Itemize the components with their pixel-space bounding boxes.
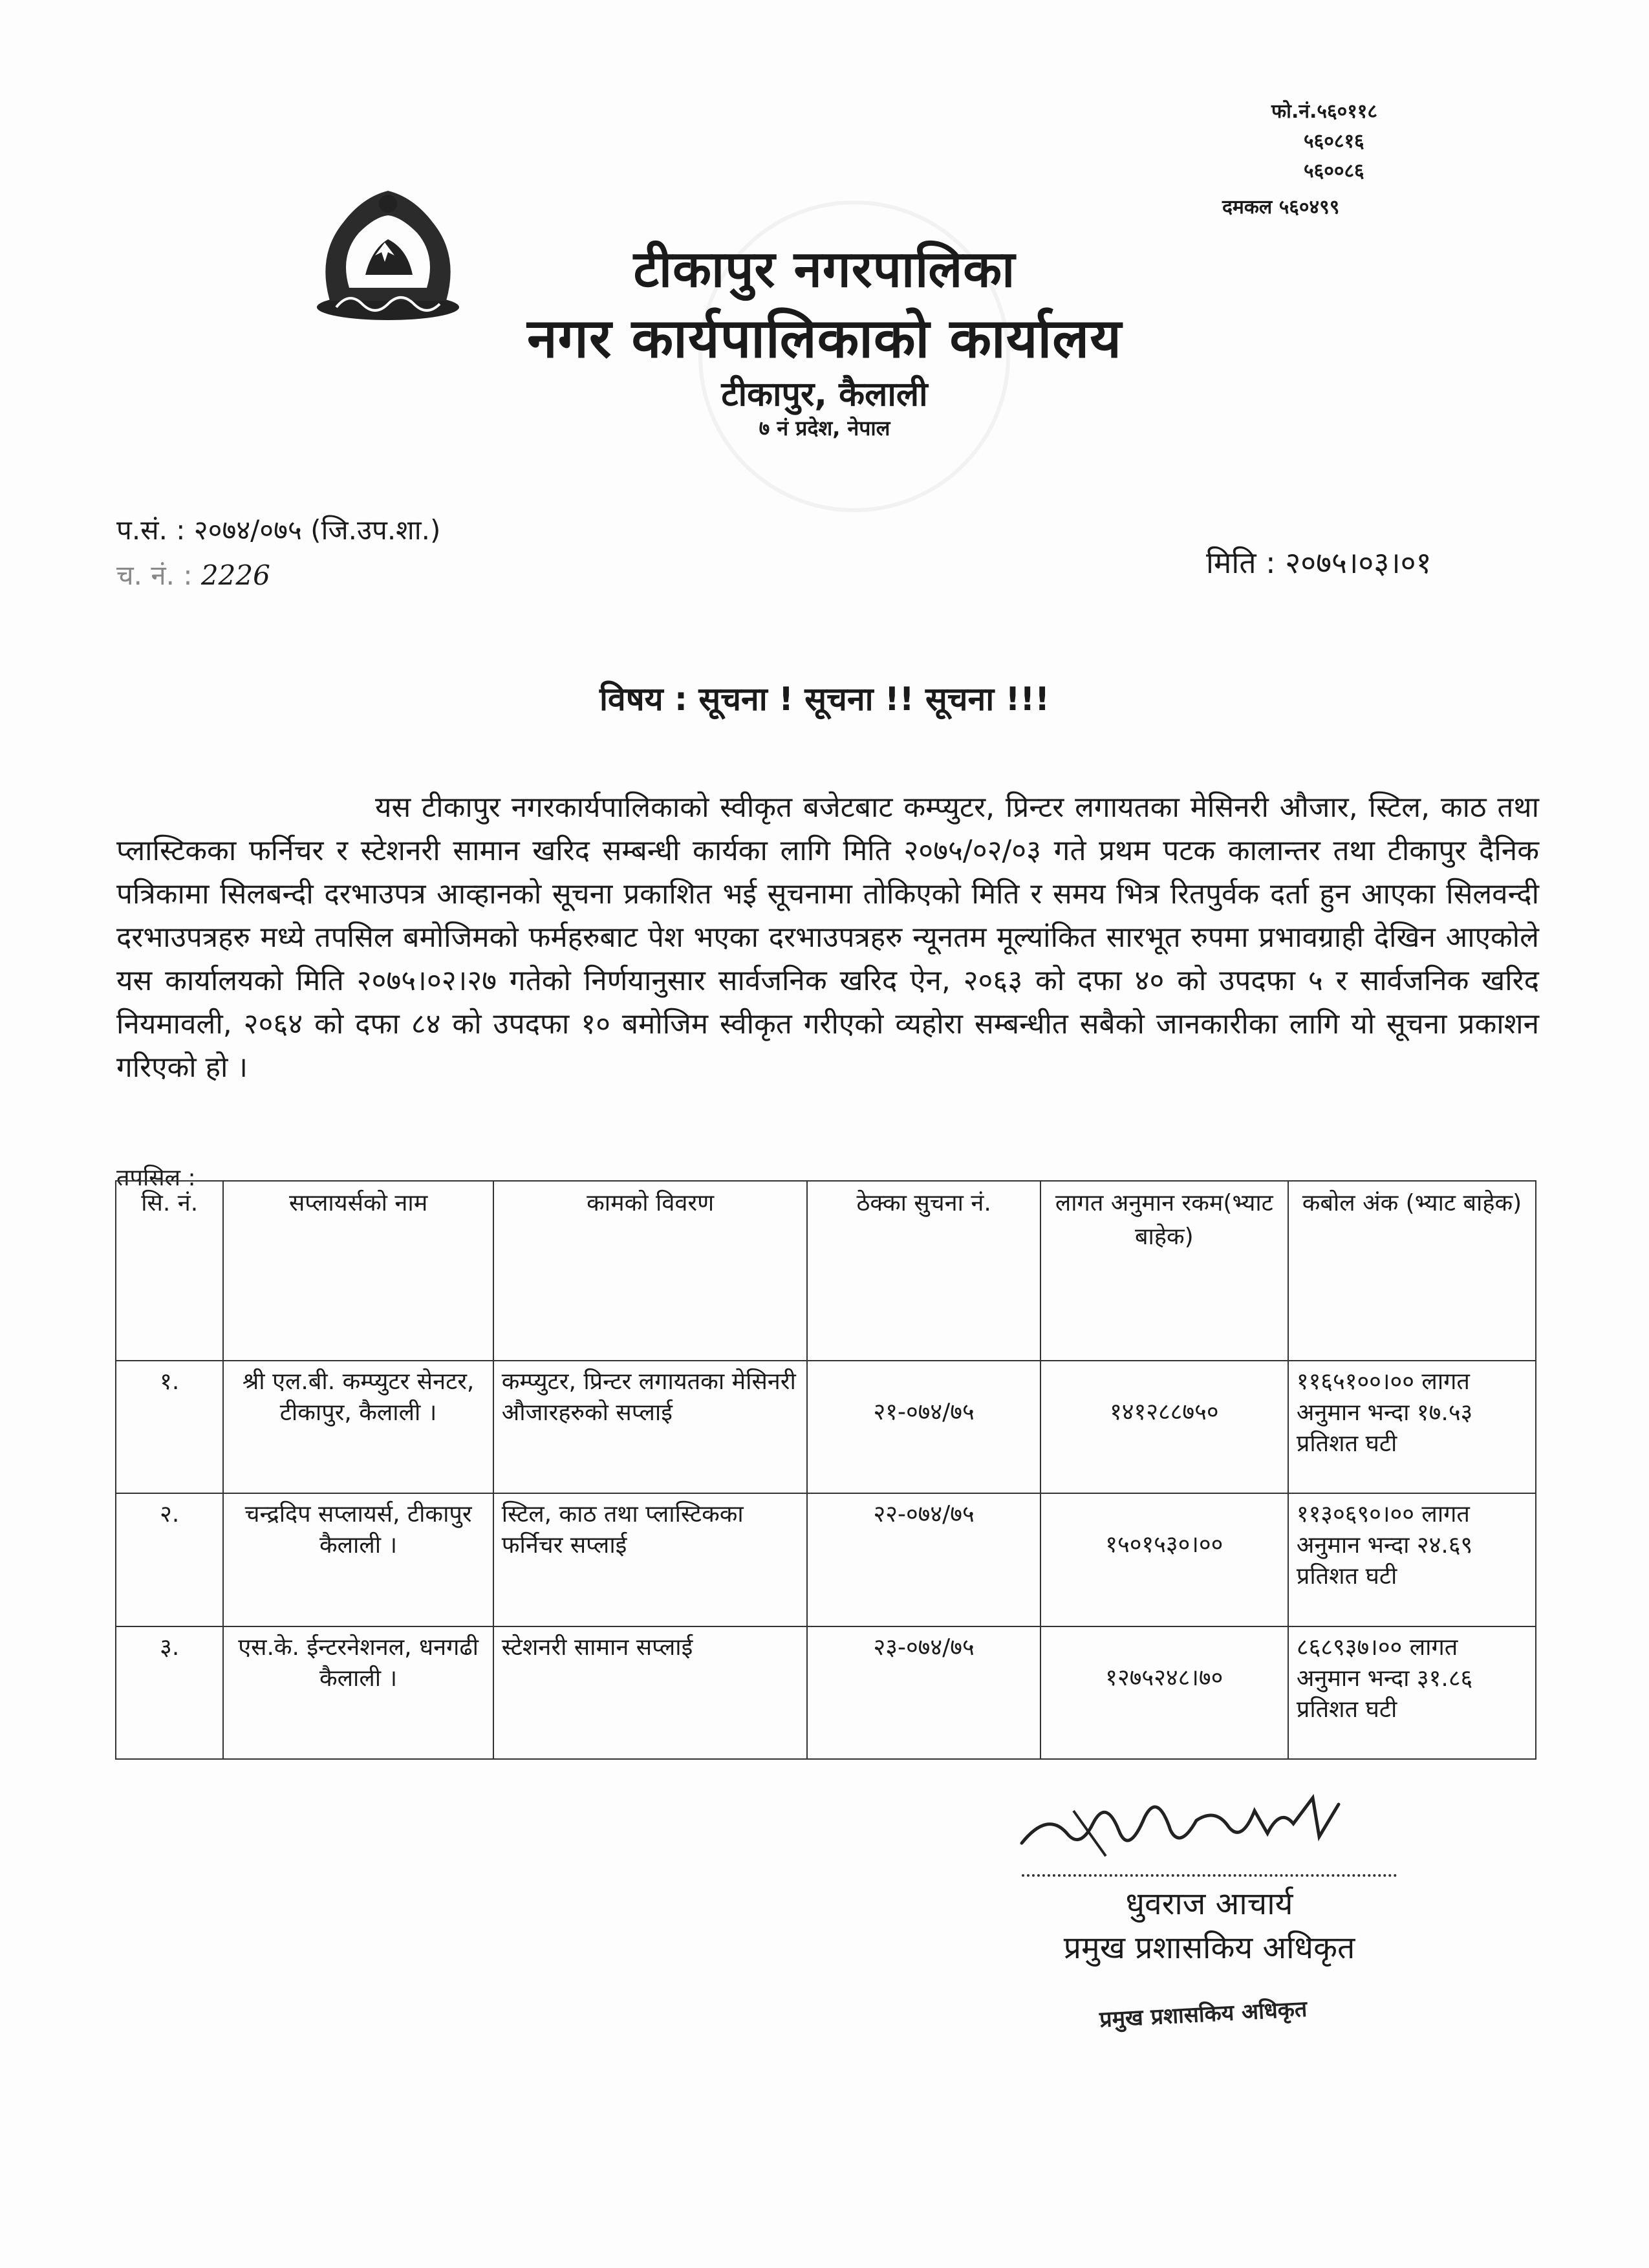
- subject-line: विषय : सूचना ! सूचना !! सूचना !!!: [599, 680, 1050, 718]
- office-name: नगर कार्यपालिकाको कार्यालय: [527, 307, 1122, 370]
- phone-number-3: ५६००८६: [1304, 160, 1364, 182]
- fire-number: दमकल ५६०४९९: [1222, 196, 1340, 219]
- cell-cost-estimate: १४१२८८७५०: [1040, 1361, 1288, 1493]
- cell-notice-no: २१-०७४/७५: [807, 1361, 1040, 1493]
- chalan-value: 2226: [200, 559, 270, 591]
- cell-bid-amount: ११३०६९०।०० लागत अनुमान भन्दा २४.६९ प्रतिशत घटी: [1288, 1493, 1536, 1626]
- cell-supplier: श्री एल.बी. कम्प्युटर सेनटर, टीकापुर, कैलाली ।: [223, 1361, 493, 1493]
- signer-name: धुवराज आचार्य: [1125, 1886, 1293, 1922]
- cell-notice-no: २२-०७४/७५: [807, 1493, 1040, 1626]
- header-cost-estimate: लागत अनुमान रकम(भ्याट बाहेक): [1040, 1181, 1288, 1361]
- tapasil-label: तपसिल :: [116, 1165, 196, 1191]
- header-bid-amount: कबोल अंक (भ्याट बाहेक): [1288, 1181, 1536, 1361]
- cell-bid-amount: ११६५१००।०० लागत अनुमान भन्दा १७.५३ प्रतिशत घटी: [1288, 1361, 1536, 1493]
- phone-number-2: ५६०८१६: [1304, 130, 1364, 153]
- patra-sankhya: प.सं. : २०७४/०७५ (जि.उप.शा.): [116, 514, 441, 546]
- cell-supplier: चन्द्रदिप सप्लायर्स, टीकापुर कैलाली ।: [223, 1493, 493, 1626]
- chalan-label: च. नं. :: [116, 559, 193, 591]
- header-serial: सि. नं.: [116, 1181, 223, 1361]
- cell-serial: २.: [116, 1493, 223, 1626]
- phone-number-1: ५६०११८: [1317, 100, 1377, 123]
- header-notice-no: ठेक्का सुचना नं.: [807, 1181, 1040, 1361]
- table-header-row: [116, 1181, 1536, 1361]
- cell-supplier: एस.के. ईन्टरनेशनल, धनगढी कैलाली ।: [223, 1626, 493, 1759]
- office-location: टीकापुर, कैलाली: [721, 375, 928, 414]
- table-row: [116, 1626, 1536, 1759]
- notice-body: [116, 786, 1539, 1089]
- signatory: [1022, 1882, 1397, 1970]
- cell-work: स्टिल, काठ तथा प्लास्टिकका फर्निचर सप्लाई: [493, 1493, 808, 1626]
- cell-work: स्टेशनरी सामान सप्लाई: [493, 1626, 808, 1759]
- signature-line: [1022, 1874, 1397, 1877]
- municipality-name: टीकापुर नगरपालिका: [633, 241, 1016, 299]
- cell-bid-amount: ८६८९३७।०० लागत अनुमान भन्दा ३१.८६ प्रतिशत घटी: [1288, 1626, 1536, 1759]
- signer-title: प्रमुख प्रशासकिय अधिकृत: [1063, 1930, 1355, 1966]
- phone-label: फो.नं.: [1271, 100, 1317, 123]
- cell-cost-estimate: १२७५२४८।७०: [1040, 1626, 1288, 1759]
- table-row: [116, 1493, 1536, 1626]
- header-supplier: सप्लायर्सको नाम: [223, 1181, 493, 1361]
- province-country: ७ नं प्रदेश, नेपाल: [759, 416, 890, 440]
- letter-date: मिति : २०७५।०३।०१: [1206, 545, 1432, 580]
- handwritten-signature: [1009, 1772, 1364, 1875]
- cell-serial: १.: [116, 1361, 223, 1493]
- notice-paragraph: यस टीकापुर नगरकार्यपालिकाको स्वीकृत बजेटबाट कम्प्युटर, प्रिन्टर लगायतका मेसिनरी औजार, स्टिल, काठ तथा प्लास्टिकका फर्निचर र स्टेशनरी सामान खरिद सम्बन्धी कार्यका लागि मिति २०७५/०२/०३ गते प्रथम पटक कालान्तर तथा टीकापुर दैनिक पत्रिकामा सिलबन्दी दरभाउपत्र आव्हानको सूचना प्रकाशित भई सूचनामा तोकिएको मिति र समय भित्र रितपुर्वक दर्ता हुन आएका सिलवन्दी दरभाउपत्रहरु मध्ये तपसिल बमोजिमको फर्महरुबाट पेश भएका दरभाउपत्रहरु न्यूनतम मूल्यांकित सारभूत रुपमा प्रभावग्राही देखिन आएकोले यस कार्यालयको मिति २०७५।०२।२७ गतेको निर्णयानुसार सार्वजनिक खरिद ऐन, २०६३ को दफा ४० को उपदफा ५ र सार्वजनिक खरिद नियमावली, २०६४ को दफा ८४ को उपदफा १० बमोजिम स्वीकृत गरीएको व्यहोरा सम्बन्धीत सबैको जानकारीका लागि यो सूचना प्रकाशन गरिएको हो ।: [116, 791, 1539, 1084]
- cell-work: कम्प्युटर, प्रिन्टर लगायतका मेसिनरी औजारहरुको सप्लाई: [493, 1361, 808, 1493]
- chalan-number: [116, 556, 270, 593]
- cell-serial: ३.: [116, 1626, 223, 1759]
- cell-cost-estimate: १५०१५३०।००: [1040, 1493, 1288, 1626]
- supplier-table: [115, 1180, 1536, 1760]
- contact-phones: [1271, 97, 1377, 186]
- header-work: कामको विवरण: [493, 1181, 808, 1361]
- table-row: [116, 1361, 1536, 1493]
- designation-stamp: प्रमुख प्रशासकिय अधिकृत: [1099, 1996, 1308, 2033]
- cell-notice-no: २३-०७४/७५: [807, 1626, 1040, 1759]
